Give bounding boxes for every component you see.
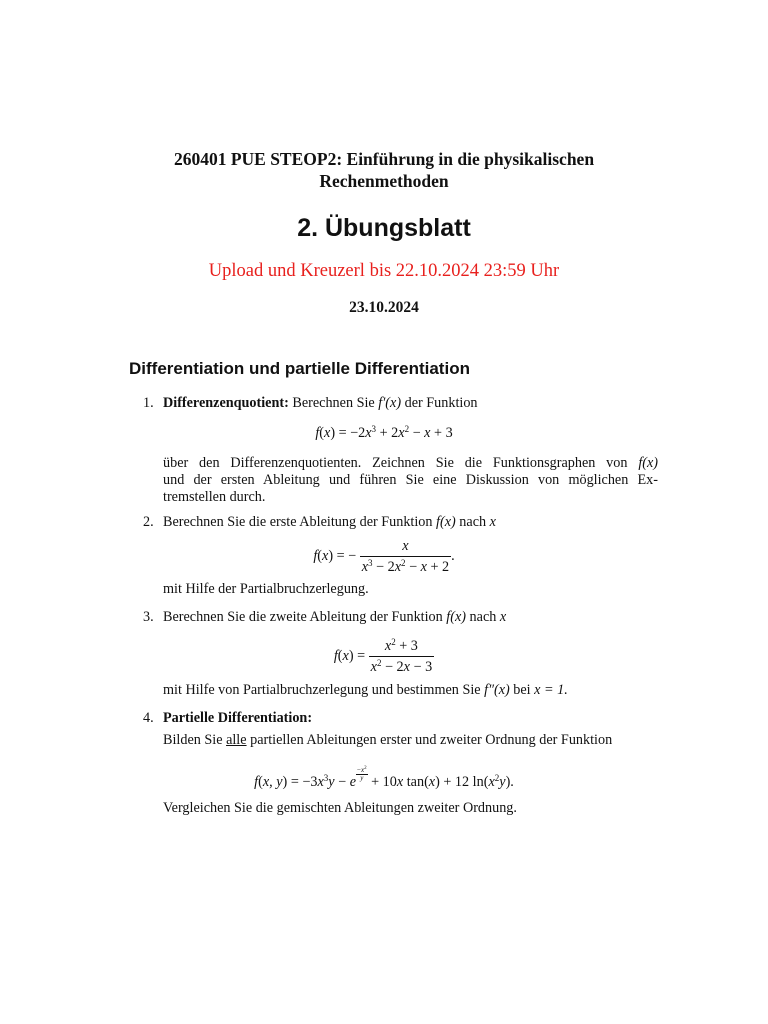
task-3-after bbox=[163, 682, 568, 699]
task-2-equation: f(x) = − $\frac{x}{x^3 - 2x^2 - x + 2}$ . bbox=[313, 538, 455, 575]
task-2-after: mit Hilfe der Partialbruchzerlegung. bbox=[163, 581, 369, 597]
task-3-after-bei: bei bbox=[513, 682, 531, 698]
task-2-intro-expr: f(x) bbox=[436, 514, 456, 530]
task-3-intro-text: Berechnen Sie die zweite Ableitung der Funktion bbox=[163, 609, 443, 625]
task-3-intro bbox=[163, 609, 506, 626]
task-1-desc-line2: und der ersten Ableitung und führen Sie eine Diskussion von möglichen Ex- bbox=[163, 472, 658, 488]
deadline-notice: Upload und Kreuzerl bis 22.10.2024 23:59 Uhr bbox=[208, 261, 560, 281]
task-1-description bbox=[163, 455, 658, 506]
sheet-title: 2. Übungsblatt bbox=[297, 214, 471, 242]
task-1-number: 1. bbox=[143, 395, 154, 411]
task-1-desc-line1: über den Differenzenquotienten. Zeichnen Sie die Funktionsgraphen von bbox=[163, 455, 628, 471]
task-3-after-text: mit Hilfe von Partialbruchzerlegung und bestimmen Sie bbox=[163, 682, 481, 698]
task-2-intro bbox=[163, 514, 496, 531]
task-4-heading: Partielle Differentiation: bbox=[163, 710, 313, 726]
task-1-desc-line3: tremstellen durch. bbox=[163, 489, 266, 505]
course-title-line2: Rechenmethoden bbox=[319, 171, 449, 191]
task-3-intro-tail: nach bbox=[469, 609, 497, 625]
task-1-intro-text: Berechnen Sie bbox=[292, 395, 375, 411]
task-3-after-expr: f″(x) bbox=[484, 682, 510, 698]
task-3-after-cond: x = 1. bbox=[534, 682, 568, 698]
task-4-intro bbox=[163, 732, 612, 749]
task-2-intro-text: Berechnen Sie die erste Ableitung der Funktion bbox=[163, 514, 433, 530]
sheet-date: 23.10.2024 bbox=[349, 299, 419, 316]
task-4-number: 4. bbox=[143, 710, 154, 726]
task-4-after: Vergleichen Sie die gemischten Ableitungen zweiter Ordnung. bbox=[163, 800, 517, 816]
task-1-intro-expr: f′(x) bbox=[378, 395, 402, 411]
task-3-intro-var: x bbox=[499, 609, 507, 625]
section-title: Differentiation und partielle Differentiation bbox=[129, 359, 470, 378]
course-title bbox=[0, 148, 768, 192]
task-1-intro bbox=[163, 395, 478, 412]
task-3-equation: f(x) = $\frac{x^2 + 3}{x^2 - 2x - 3}$ bbox=[333, 637, 433, 675]
task-1-intro-tail: der Funktion bbox=[404, 395, 478, 411]
task-3-number: 3. bbox=[143, 609, 154, 625]
task-1-heading: Differenzenquotient: bbox=[163, 395, 289, 411]
task-4-intro-underlined: alle bbox=[226, 732, 247, 748]
task-3-intro-expr: f(x) bbox=[446, 609, 466, 625]
task-2-intro-var: x bbox=[489, 514, 496, 530]
task-2-intro-tail: nach bbox=[459, 514, 487, 530]
task-2-number: 2. bbox=[143, 514, 154, 530]
task-4-equation: f(x, $y) = -3x^3y - e$ $\frac{-x^2}{y}$ + 10x tan(x) + 12 $\ln(x^2y)$. bbox=[254, 766, 514, 790]
task-4-intro-b: partiellen Ableitungen erster und zweiter Ordnung der Funktion bbox=[250, 732, 613, 748]
course-title-line1: 260401 PUE STEOP2: Einführung in die physikalischen bbox=[173, 149, 595, 169]
task-1-equation: $f(x) = -2x^3 + 2x^2 - x + 3$ bbox=[315, 424, 453, 441]
task-1-desc-expr: f(x) bbox=[638, 455, 659, 471]
task-4-intro-a: Bilden Sie bbox=[163, 732, 223, 748]
